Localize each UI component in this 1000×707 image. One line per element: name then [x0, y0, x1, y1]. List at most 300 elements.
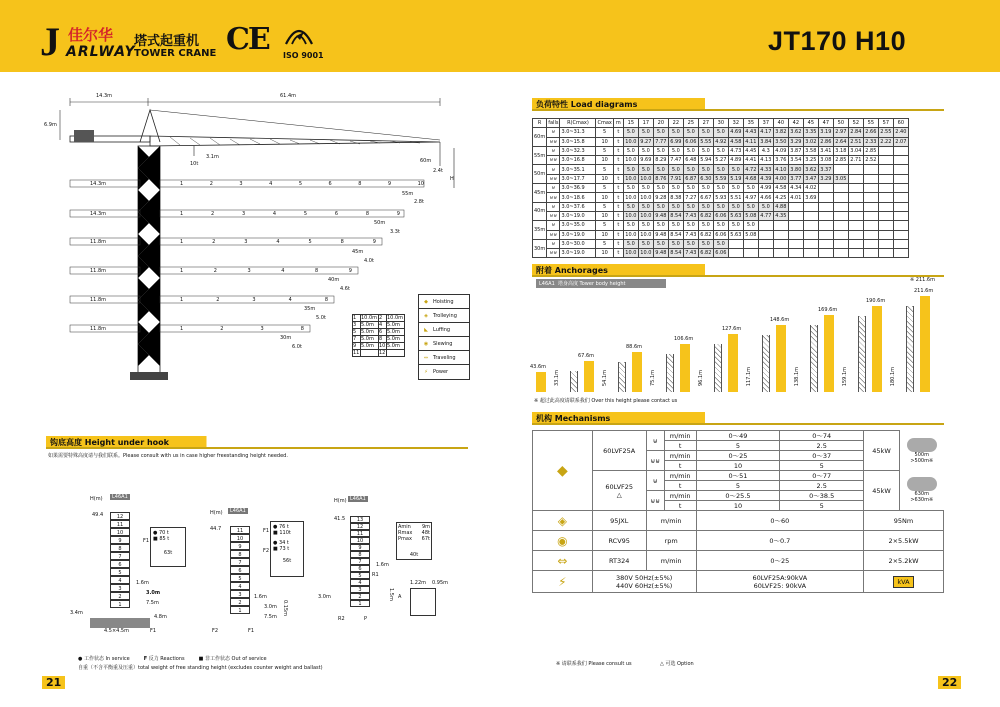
load-value-cell: 6.48: [685, 157, 697, 164]
load-value-cell: [848, 165, 863, 174]
anchorage-mast: [858, 316, 866, 392]
load-value-cell: 5.0: [683, 165, 698, 174]
load-value-cell: 5.0: [668, 184, 683, 193]
load-value-cell: 5.0: [728, 165, 743, 174]
load-row: [533, 156, 909, 165]
load-value-cell: 3.29: [790, 138, 802, 145]
config-load: 3.3t: [390, 229, 400, 235]
cmax-cell: 10: [596, 156, 613, 165]
load-value-cell: [803, 230, 818, 239]
config-sections: 1 2 3 4 5 8 9: [180, 239, 376, 245]
load-row: [533, 211, 909, 220]
load-header-cell: 30: [713, 119, 728, 128]
load-header-cell: falls: [548, 120, 559, 127]
load-value-cell: 5.0: [653, 221, 668, 230]
load-value-cell: [848, 211, 863, 220]
load-value-cell: [878, 211, 893, 220]
hook-tower-mid: H(m) L46A1 44.7 11 10 9 8 7 6 5 4 3 2 1 1.6m 3.0m 7.5m 0.15m F2 F1: [210, 508, 288, 634]
load-value-cell: [878, 221, 893, 230]
load-value-cell: 8.54: [670, 231, 682, 238]
load-value-cell: 5.0: [623, 202, 638, 211]
load-value-cell: 4.39: [760, 175, 772, 182]
load-value-cell: 5.0: [623, 221, 638, 230]
luffing-icon: ◣: [424, 326, 428, 333]
anchorage-height-label: 127.6m: [722, 326, 742, 332]
traveling-mech-icon: ⇔: [533, 551, 593, 571]
load-value-cell: [788, 249, 803, 258]
anchorage-height-label: 43.6m: [530, 364, 547, 370]
load-value-cell: [878, 249, 893, 258]
range-cell: 3.0~16.8: [560, 156, 596, 165]
load-value-cell: 3.50: [775, 138, 787, 145]
anchorage-height-label: 190.6m: [866, 298, 886, 304]
tip-load: 2.4t: [433, 168, 443, 174]
load-header-cell: 55: [863, 119, 878, 128]
load-value-cell: 3.29: [820, 175, 832, 182]
load-value-cell: 2.07: [895, 138, 907, 145]
load-header-cell: 22: [668, 119, 683, 128]
load-value-cell: 4.33: [760, 166, 772, 173]
range-cell: 3.0~19.0: [560, 249, 596, 258]
cmax-cell: 10: [596, 193, 613, 202]
dim-counter-jib: 14.3m: [96, 93, 113, 99]
load-value-cell: 4.89: [730, 157, 742, 164]
range-cell: 3.0~30.0: [560, 239, 596, 248]
unit-cell: t: [613, 156, 623, 165]
falls-icon: ⊎⊎: [547, 211, 560, 220]
anchorage-height-label: 211.6m: [914, 288, 934, 294]
load-value-cell: 5.0: [653, 184, 668, 193]
load-value-cell: 5.0: [683, 146, 698, 155]
load-value-cell: 10.0: [625, 138, 637, 145]
logo-english: ARLWAY: [66, 44, 136, 60]
load-value-cell: 5.0: [668, 165, 683, 174]
load-value-cell: 10.0: [625, 175, 637, 182]
unit-cell: t: [613, 137, 623, 146]
anchorage-height-bar: [584, 361, 594, 392]
load-value-cell: 3.69: [805, 194, 817, 201]
hoisting-mech-icon: ◆: [533, 431, 593, 511]
iso-label: ISO 9001: [283, 51, 324, 60]
slewing-icon: ◉: [423, 340, 429, 347]
load-header-cell: 47: [818, 119, 833, 128]
cmax-cell: 5: [596, 239, 613, 248]
load-header-cell: 52: [848, 119, 863, 128]
anchorage-mast: [570, 371, 578, 392]
load-value-cell: [788, 239, 803, 248]
config-load: 5.0t: [316, 315, 326, 321]
load-value-cell: 5.93: [715, 194, 727, 201]
load-diagrams-title: 负荷特性 Load diagrams: [532, 98, 944, 111]
anchorage-height-bar: [632, 352, 642, 392]
anchorage-spacing-label: 180.1m: [890, 366, 896, 386]
load-value-cell: 4.92: [715, 138, 727, 145]
load-value-cell: 4.41: [745, 157, 757, 164]
load-value-cell: 5.0: [683, 239, 698, 248]
falls-icon: ⊎: [547, 184, 560, 193]
h-label: H: [450, 176, 454, 182]
load-value-cell: 5.0: [668, 239, 683, 248]
config-sections: 1 2 3 4 8: [180, 297, 328, 303]
falls-icon: ⊎⊎: [547, 156, 560, 165]
hook-height-section-title: 钩底高度 Height under hook: [46, 436, 468, 449]
load-value-cell: [818, 184, 833, 193]
load-value-cell: 5.0: [713, 146, 728, 155]
load-value-cell: [893, 221, 908, 230]
load-value-cell: [818, 202, 833, 211]
load-value-cell: 4.43: [745, 129, 757, 136]
anchorage-spacing-label: 54.1m: [602, 369, 608, 386]
load-header-cell: 27: [698, 119, 713, 128]
page-number-left: 21: [42, 676, 65, 689]
falls-icon: ⊎: [547, 128, 560, 137]
load-value-cell: [863, 174, 878, 183]
load-value-cell: 6.06: [715, 213, 727, 220]
load-value-cell: [893, 184, 908, 193]
option-note: △ 可选 Option: [660, 661, 694, 667]
load-value-cell: [893, 211, 908, 220]
load-value-cell: [848, 174, 863, 183]
load-value-cell: 5.0: [638, 146, 653, 155]
load-value-cell: [893, 249, 908, 258]
load-value-cell: [893, 165, 908, 174]
cmax-cell: 5: [596, 128, 613, 137]
load-value-cell: 5.0: [698, 128, 713, 137]
load-value-cell: [818, 193, 833, 202]
load-value-cell: [878, 239, 893, 248]
anchorage-mast: [810, 325, 818, 392]
config-counter: 14.3m: [90, 181, 107, 187]
config-counter: 11.8m: [90, 297, 107, 303]
load-value-cell: [728, 249, 743, 258]
load-header-cell: 35: [743, 119, 758, 128]
load-value-cell: 4.88: [775, 203, 787, 210]
load-value-cell: [773, 249, 788, 258]
anchorage-star-height: ※ 211.6m: [910, 277, 935, 283]
load-value-cell: 4.69: [730, 129, 742, 136]
load-value-cell: 4.72: [745, 166, 757, 173]
hook-legend: ● 工作状态 In service F 反力 Reactions ■ 非工作状态 Out of service: [78, 656, 267, 662]
load-value-cell: 3.04: [850, 148, 862, 155]
anchorage-tag: L46A1 塔身高度 Tower body height: [536, 279, 666, 288]
load-header-cell: 60: [893, 119, 908, 128]
tower-height: 41.5: [334, 516, 346, 522]
load-value-cell: [863, 193, 878, 202]
tower-sections: 11 10 9 8 7 6 5 4 3 2 1: [230, 526, 250, 614]
reaction-box-mid: F1 F2 ● 76 t ■ 110t ● 34 t ■ 73 t 56t: [270, 521, 304, 577]
load-value-cell: [893, 193, 908, 202]
load-value-cell: 10.0: [625, 157, 637, 164]
range-cell: 3.0~15.8: [560, 137, 596, 146]
load-value-cell: [773, 221, 788, 230]
load-value-cell: [788, 230, 803, 239]
range-cell: 3.0~19.0: [560, 211, 596, 220]
load-value-cell: 6.30: [700, 175, 712, 182]
load-value-cell: 4.58: [730, 138, 742, 145]
anchorage-mast: [618, 362, 626, 392]
config-radius: 50m: [374, 220, 386, 226]
anchorage-height-bar: [824, 315, 834, 392]
falls-icon: ⊎: [547, 221, 560, 230]
load-value-cell: 8.54: [670, 213, 682, 220]
load-value-cell: 5.0: [668, 202, 683, 211]
load-value-cell: [848, 239, 863, 248]
range-cell: 3.0~17.7: [560, 174, 596, 183]
load-value-cell: 4.01: [790, 194, 802, 201]
config-load: 4.0t: [364, 258, 374, 264]
load-value-cell: 5.0: [623, 239, 638, 248]
load-value-cell: 6.06: [715, 231, 727, 238]
config-radius: 45m: [352, 249, 364, 255]
product-name-en: TOWER CRANE: [134, 48, 217, 59]
anchorage-spacing-label: 159.1m: [842, 366, 848, 386]
config-sections: 1 2 3 8: [180, 326, 304, 332]
load-header-cell: 17: [638, 119, 653, 128]
range-cell: 3.0~32.3: [560, 146, 596, 155]
load-row: [533, 184, 909, 193]
load-value-cell: 5.19: [730, 175, 742, 182]
cmax-cell: 5: [596, 202, 613, 211]
falls-icon: ⊎: [547, 165, 560, 174]
load-value-cell: 3.76: [775, 157, 787, 164]
cmax-cell: 10: [596, 174, 613, 183]
cmax-cell: 5: [596, 146, 613, 155]
anchorage-spacing-label: 117.1m: [746, 366, 752, 386]
load-row: [533, 249, 909, 258]
load-value-cell: [788, 221, 803, 230]
tower-height: 44.7: [210, 526, 222, 532]
tower-sections: 12 11 10 9 8 7 6 5 4 3 2 1: [110, 512, 130, 608]
load-value-cell: 2.85: [865, 148, 877, 155]
anchorage-mast: [666, 354, 674, 392]
cmax-cell: 10: [596, 211, 613, 220]
load-value-cell: 5.0: [668, 221, 683, 230]
load-value-cell: 2.86: [820, 138, 832, 145]
load-value-cell: 3.87: [790, 148, 802, 155]
load-value-cell: [818, 211, 833, 220]
tower-height: 49.4: [92, 512, 104, 518]
config-radius: 40m: [328, 277, 340, 283]
load-value-cell: 10.0: [640, 194, 652, 201]
load-value-cell: [878, 165, 893, 174]
load-value-cell: 5.0: [698, 202, 713, 211]
config-radius: 35m: [304, 306, 316, 312]
load-value-cell: 5.51: [730, 194, 742, 201]
load-value-cell: [893, 239, 908, 248]
range-cell: 3.0~35.1: [560, 165, 596, 174]
load-value-cell: 5.0: [713, 165, 728, 174]
load-header-cell: 50: [833, 119, 848, 128]
mechanisms-title: 机构 Mechanisms: [532, 412, 944, 425]
load-value-cell: 5.0: [743, 202, 758, 211]
load-value-cell: 5.27: [715, 157, 727, 164]
load-value-cell: 9.48: [655, 250, 667, 257]
range-cell: 3.0~36.9: [560, 184, 596, 193]
radius-cell: 45m: [533, 184, 547, 203]
radius-cell: 30m: [533, 239, 547, 258]
falls-icon: ⊎⊎: [547, 174, 560, 183]
anchorage-spacing-label: 138.1m: [794, 366, 800, 386]
load-value-cell: 3.08: [820, 157, 832, 164]
load-value-cell: 5.0: [713, 221, 728, 230]
load-header-cell: 40: [773, 119, 788, 128]
radius-cell: 50m: [533, 165, 547, 184]
logo-chinese: 佳尔华: [68, 26, 114, 44]
load-value-cell: [803, 239, 818, 248]
load-value-cell: 5.63: [730, 231, 742, 238]
load-value-cell: 8.38: [670, 194, 682, 201]
load-value-cell: 5.0: [683, 184, 698, 193]
load-value-cell: [848, 184, 863, 193]
load-value-cell: 2.85: [835, 157, 847, 164]
falls-icon: ⊎⊎: [547, 230, 560, 239]
load-value-cell: 2.51: [850, 138, 862, 145]
load-value-cell: 3.41: [820, 148, 832, 155]
unit-cell: t: [613, 165, 623, 174]
load-value-cell: 4.73: [730, 148, 742, 155]
anchor-force-table: Amin 9m Rmax 48t Pmax 67t 40t: [398, 524, 430, 558]
load-value-cell: [758, 239, 773, 248]
load-value-cell: [803, 221, 818, 230]
load-value-cell: [833, 184, 848, 193]
load-value-cell: 5.0: [698, 239, 713, 248]
cmax-cell: 5: [596, 165, 613, 174]
load-value-cell: 6.67: [700, 194, 712, 201]
anchorage-height-bar: [776, 325, 786, 392]
load-header-cell: 57: [878, 119, 893, 128]
load-value-cell: 9.48: [655, 213, 667, 220]
load-value-cell: [893, 174, 908, 183]
load-value-cell: [848, 249, 863, 258]
load-value-cell: 8.29: [655, 157, 667, 164]
load-value-cell: [833, 202, 848, 211]
anchorage-height-label: 88.6m: [626, 344, 643, 350]
load-value-cell: 7.27: [685, 194, 697, 201]
load-value-cell: 5.0: [683, 221, 698, 230]
load-value-cell: 5.08: [745, 231, 757, 238]
load-value-cell: 5.0: [698, 146, 713, 155]
load-value-cell: [878, 156, 893, 165]
load-header-cell: 42: [788, 119, 803, 128]
load-value-cell: 5.0: [743, 184, 758, 193]
load-value-cell: 9.69: [640, 157, 652, 164]
load-value-cell: 5.0: [638, 165, 653, 174]
load-value-cell: [863, 165, 878, 174]
load-value-cell: [818, 249, 833, 258]
config-sections: 1 2 3 4 5 6 8 9 10: [180, 181, 424, 187]
load-value-cell: [803, 211, 818, 220]
load-value-cell: 6.87: [685, 175, 697, 182]
load-value-cell: 5.0: [713, 239, 728, 248]
unit-cell: t: [613, 128, 623, 137]
load-value-cell: 2.97: [835, 129, 847, 136]
load-value-cell: 4.17: [760, 129, 772, 136]
load-row: [533, 165, 909, 174]
config-load: 2.8t: [414, 199, 424, 205]
iso-certification-icon: [284, 24, 314, 46]
product-name-cn: 塔式起重机: [134, 34, 200, 49]
config-counter: 11.8m: [90, 239, 107, 245]
crane-drawing: [40, 88, 470, 388]
mechanisms-table: ◆ 60LVF25A ⊎ m/min 0～49 0～74 45kW 500m >500m※ t 5 2.5 ⊎⊎ m/min 0～25 0～37 t 10 5 60LVF25 △ ⊎ m/min 0～51 0～77 45kW 630m >630m※ t 5 2.5 ⊎⊎ m/min 0～25.5 0～38.5 t 10 5 ◈ 95JXL m/min 0～60 95Nm ◉ RCV95 rpm 0～0.7 2×5.5kW ⇔ RT324 m/min 0～25 2×5.2kW ⚡ 380V 50Hz(±5%) 440V 60Hz(±5%) 60LVF25A:90kVA 60LVF25: 90kVA kVA: [532, 430, 944, 593]
load-value-cell: 3.62: [790, 129, 802, 136]
load-value-cell: 5.0: [713, 184, 728, 193]
config-radius: 55m: [402, 191, 414, 197]
tip-radius: 60m: [420, 158, 432, 164]
anchorage-height-bar: [872, 306, 882, 392]
load-value-cell: [863, 230, 878, 239]
load-value-cell: 5.0: [683, 202, 698, 211]
falls-icon: ⊎: [547, 239, 560, 248]
load-value-cell: [833, 239, 848, 248]
load-value-cell: 5.63: [730, 213, 742, 220]
load-value-cell: 2.55: [880, 129, 892, 136]
traveling-icon: ⇔: [423, 354, 429, 361]
hoisting-icon: ◆: [424, 298, 428, 305]
load-value-cell: [878, 146, 893, 155]
load-value-cell: 5.94: [700, 157, 712, 164]
unit-cell: t: [613, 202, 623, 211]
anchorage-note: ※ 超过此高度请联系我们 Over this height please contact us: [534, 398, 678, 404]
unit-cell: t: [613, 221, 623, 230]
load-value-cell: 3.18: [835, 148, 847, 155]
load-header-cell: 20: [653, 119, 668, 128]
load-value-cell: 10.0: [625, 231, 637, 238]
radius-cell: 35m: [533, 221, 547, 240]
unit-cell: t: [613, 174, 623, 183]
load-value-cell: 5.0: [728, 221, 743, 230]
load-value-cell: 2.84: [850, 129, 862, 136]
dim-head-height: 6.9m: [44, 122, 57, 128]
anchorage-height-label: 106.6m: [674, 336, 694, 342]
load-value-cell: 7.43: [685, 250, 697, 257]
load-header-cell: 37: [758, 119, 773, 128]
range-cell: 3.0~35.0: [560, 221, 596, 230]
load-value-cell: [818, 221, 833, 230]
load-header-cell: Cmax: [597, 120, 612, 127]
unit-cell: t: [613, 193, 623, 202]
cmax-cell: 5: [596, 184, 613, 193]
tower-tag: L46A1: [350, 496, 366, 502]
load-value-cell: 10.0: [625, 213, 637, 220]
load-value-cell: 6.06: [685, 138, 697, 145]
load-value-cell: 10.0: [625, 250, 637, 257]
anchorage-mast: [762, 335, 770, 392]
tower-tag: L46A1: [112, 494, 128, 500]
load-value-cell: 5.0: [698, 165, 713, 174]
load-value-cell: [773, 239, 788, 248]
load-value-cell: 5.0: [623, 146, 638, 155]
load-value-cell: [848, 193, 863, 202]
load-value-cell: [848, 221, 863, 230]
load-value-cell: 5.0: [758, 202, 773, 211]
load-value-cell: 2.40: [895, 129, 907, 136]
unit-cell: t: [613, 230, 623, 239]
load-value-cell: 4.34: [790, 185, 802, 192]
load-value-cell: [863, 202, 878, 211]
load-row: [533, 174, 909, 183]
falls-icon: ⊎⊎: [547, 249, 560, 258]
radius-cell: 40m: [533, 202, 547, 221]
anchorage-height-label: 67.6m: [578, 353, 595, 359]
page-number-right: 22: [938, 676, 961, 689]
anchorage-spacing-label: 75.1m: [650, 369, 656, 386]
load-value-cell: 4.13: [760, 157, 772, 164]
logo-letter: J: [40, 19, 60, 64]
load-value-cell: 10.0: [640, 250, 652, 257]
range-cell: 3.0~19.0: [560, 230, 596, 239]
config-counter: 11.8m: [90, 326, 107, 332]
